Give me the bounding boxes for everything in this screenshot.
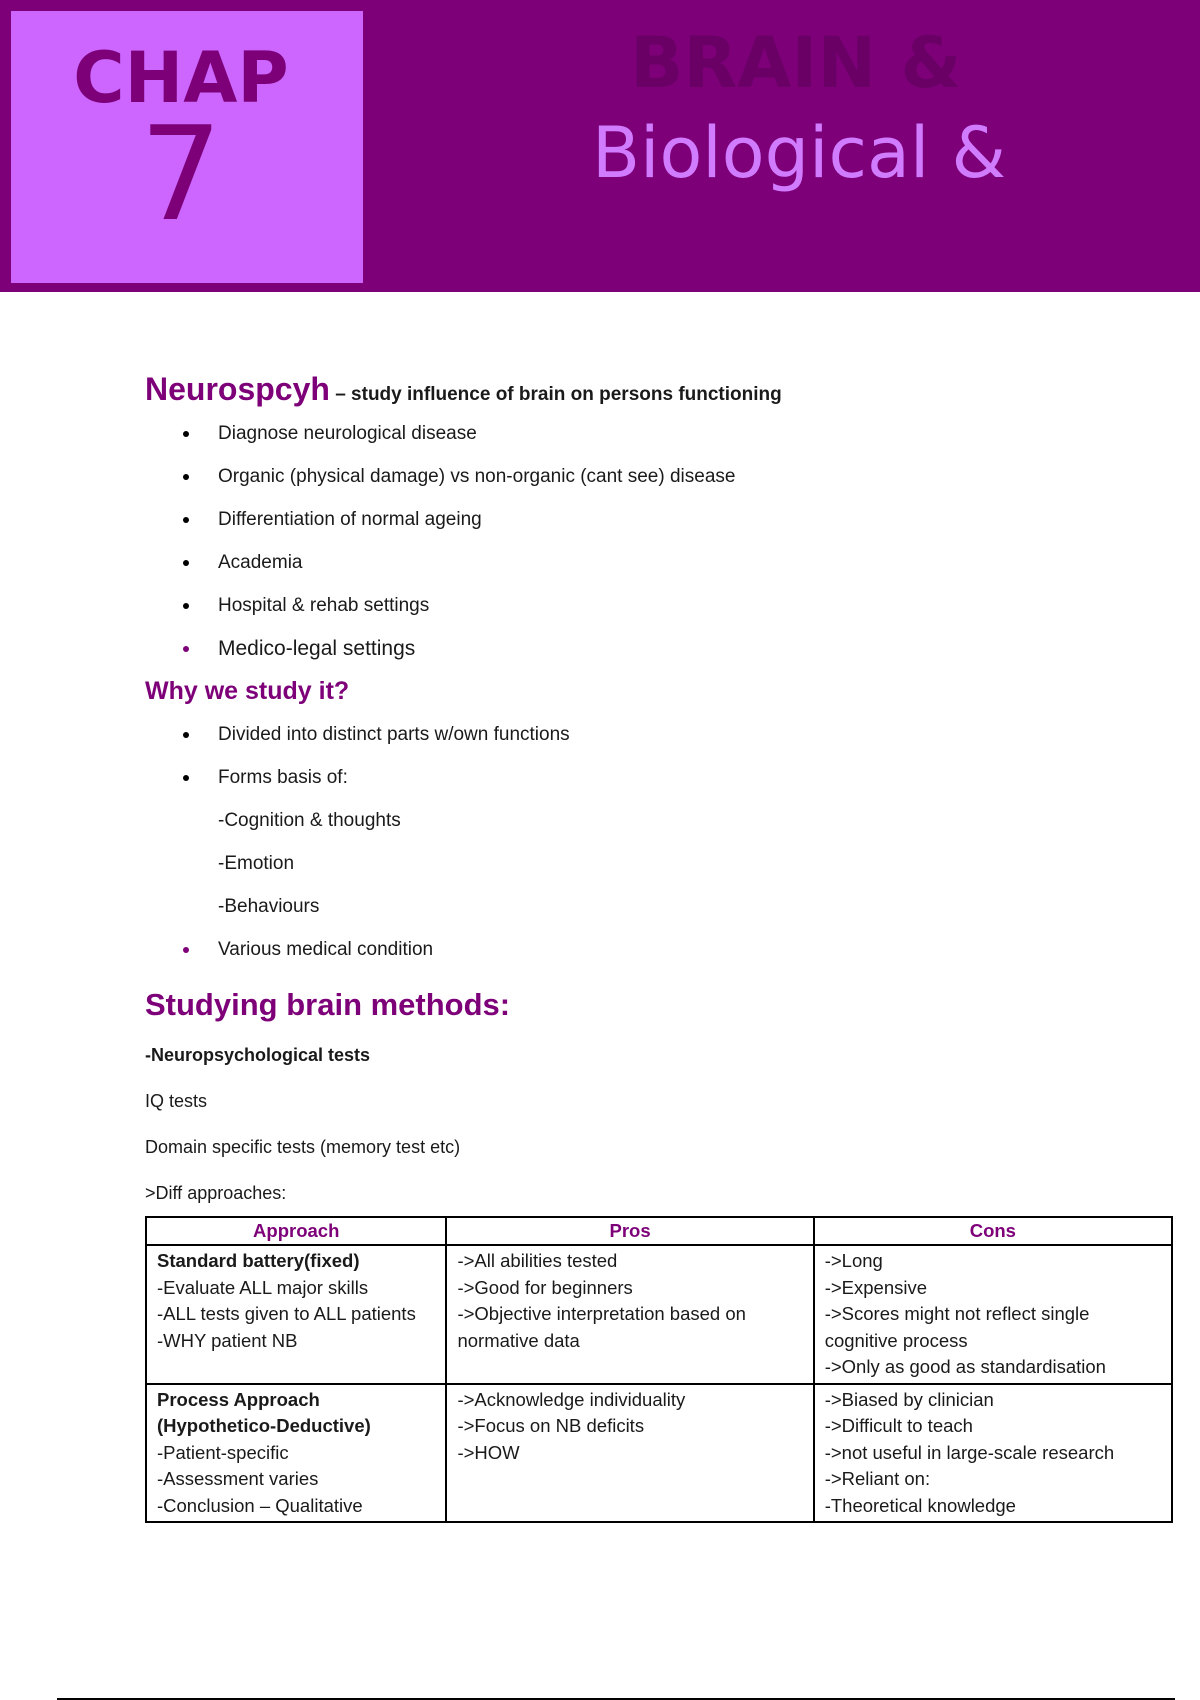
approach-title: Process Approach (Hypothetico-Deductive) bbox=[157, 1388, 371, 1437]
pros-cell bbox=[446, 1245, 813, 1384]
cell-line: ->HOW bbox=[457, 1441, 520, 1463]
cell-line: -Patient-specific bbox=[157, 1441, 289, 1463]
cell-line: ->Scores might not reflect single cognitive process bbox=[824, 1303, 1090, 1351]
list-subitem: -Behaviours bbox=[218, 896, 320, 918]
neuro-subheading: – study influence of brain on persons functioning bbox=[329, 384, 782, 405]
cell-line: -Evaluate ALL major skills bbox=[157, 1276, 369, 1298]
why-list bbox=[145, 713, 1175, 971]
approach-title: Standard battery(fixed) bbox=[157, 1250, 360, 1272]
methods-heading: Studying brain methods: bbox=[145, 987, 511, 1023]
list-item: Academia bbox=[145, 541, 1175, 584]
chapter-banner bbox=[0, 0, 1200, 292]
document-body bbox=[145, 370, 1175, 1523]
list-item: Divided into distinct parts w/own functions bbox=[145, 713, 1175, 756]
cell-line: ->Expensive bbox=[824, 1276, 928, 1298]
list-item: Medico-legal settings bbox=[145, 627, 1175, 670]
cell-line: -Assessment varies bbox=[157, 1468, 319, 1490]
cell-line: ->All abilities tested bbox=[457, 1250, 618, 1272]
table-header-row bbox=[146, 1217, 1172, 1246]
chapter-number: 7 bbox=[139, 98, 223, 250]
methods-line: >Diff approaches: bbox=[145, 1182, 287, 1203]
chapter-badge bbox=[11, 11, 363, 283]
banner-subtitle: Biological & bbox=[592, 112, 1007, 194]
header-pros: Pros bbox=[446, 1217, 813, 1246]
approach-cell bbox=[146, 1384, 446, 1523]
table-row bbox=[146, 1384, 1172, 1523]
list-item: Organic (physical damage) vs non-organic (cant see) disease bbox=[145, 455, 1175, 498]
table-row bbox=[146, 1245, 1172, 1384]
cell-line: ->Acknowledge individuality bbox=[457, 1388, 686, 1410]
cell-line: ->not useful in large-scale research bbox=[824, 1441, 1115, 1463]
neuro-heading bbox=[145, 370, 1175, 408]
cell-line: ->Good for beginners bbox=[457, 1276, 633, 1298]
list-subitem: -Emotion bbox=[218, 853, 295, 875]
methods-line: IQ tests bbox=[145, 1090, 208, 1111]
header-approach: Approach bbox=[146, 1217, 446, 1246]
why-heading: Why we study it? bbox=[145, 677, 350, 706]
list-item: Various medical condition bbox=[145, 928, 1175, 971]
approach-cell bbox=[146, 1245, 446, 1384]
cell-line: ->Long bbox=[824, 1250, 883, 1272]
list-item: Diagnose neurological disease bbox=[145, 412, 1175, 455]
cell-line: -Conclusion – Qualitative bbox=[157, 1494, 363, 1516]
pros-cell bbox=[446, 1384, 813, 1523]
list-item: Differentiation of normal ageing bbox=[145, 498, 1175, 541]
cell-line: ->Objective interpretation based on normative data bbox=[457, 1303, 746, 1351]
cell-line: ->Focus on NB deficits bbox=[457, 1415, 645, 1437]
list-item: Hospital & rehab settings bbox=[145, 584, 1175, 627]
cell-line: -Theoretical knowledge bbox=[824, 1494, 1016, 1516]
cons-cell bbox=[814, 1245, 1172, 1384]
cons-cell bbox=[814, 1384, 1172, 1523]
methods-line: Domain specific tests (memory test etc) bbox=[145, 1136, 461, 1157]
cell-line: ->Difficult to teach bbox=[824, 1415, 973, 1437]
methods-line: -Neuropsychological tests bbox=[145, 1044, 371, 1065]
cell-line: ->Biased by clinician bbox=[824, 1388, 994, 1410]
cell-line: -ALL tests given to ALL patients bbox=[157, 1303, 416, 1325]
chapter-label: CHAP bbox=[73, 37, 289, 119]
cell-line: ->Only as good as standardisation bbox=[824, 1356, 1106, 1378]
banner-title: BRAIN & bbox=[630, 22, 962, 104]
list-subitem: -Cognition & thoughts bbox=[218, 810, 401, 832]
list-item: Forms basis of: bbox=[145, 756, 1175, 799]
header-cons: Cons bbox=[814, 1217, 1172, 1246]
approaches-table bbox=[145, 1216, 1173, 1524]
cell-line: -WHY patient NB bbox=[157, 1329, 298, 1351]
neuro-heading-text: Neurospcyh bbox=[145, 371, 330, 407]
cell-line: ->Reliant on: bbox=[824, 1468, 931, 1490]
neuro-list bbox=[145, 412, 1175, 670]
